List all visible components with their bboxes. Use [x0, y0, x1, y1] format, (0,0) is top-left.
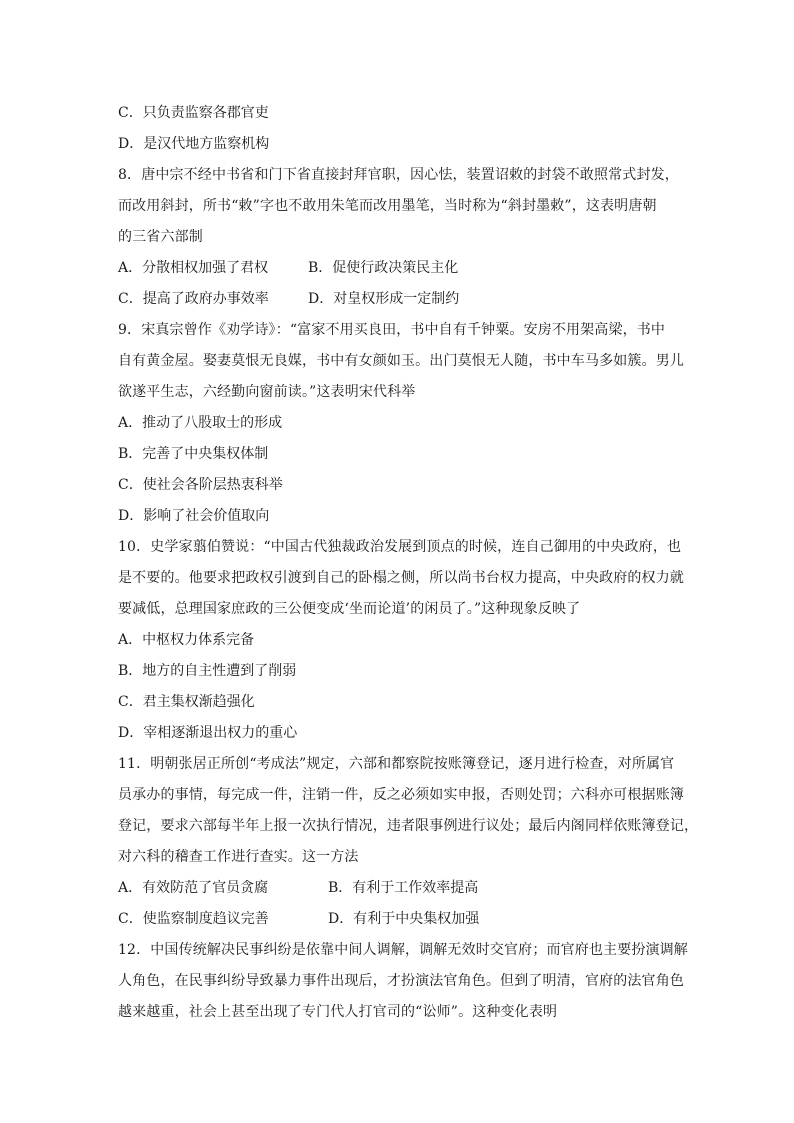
question-8-line-3: 的三省六部制 [118, 229, 203, 245]
q9-option-a: A．推动了八股取士的形成 [118, 415, 283, 431]
question-11-line-3: 登记，要求六部每半年上报一次执行情况，违者限事例进行议处；最后内阁同样依账簿登记， [118, 818, 699, 834]
question-9 [118, 315, 684, 532]
question-8-line-1: 8．唐中宗不经中书省和门下省直接封拜官职，因心怯，装置诏敕的封袋不敢照常式封发， [118, 167, 679, 183]
question-12 [118, 935, 688, 1028]
question-12-line-3: 越来越重，社会上甚至出现了专门代人打官司的“讼师”。这种变化表明 [118, 1004, 558, 1020]
question-12-line-1: 12．中国传统解决民事纠纷是依靠中间人调解，调解无效时交官府；而官府也主要扮演调解 [118, 942, 688, 958]
question-8-options-row-2 [118, 284, 680, 315]
question-8 [118, 160, 680, 315]
question-10-line-3: 要减低，总理国家庶政的三公便变成‘坐而论道’的闲员了。”这种现象反映了 [118, 601, 581, 617]
question-11-options-row-2 [118, 904, 680, 935]
q10-option-b: B．地方的自主性遭到了削弱 [118, 663, 297, 679]
q7-option-c: C．只负责监察各郡官吏 [118, 105, 269, 121]
question-10 [118, 532, 684, 749]
q10-option-c: C．君主集权渐趋强化 [118, 694, 255, 710]
question-8-line-2: 而改用斜封，所书“敕”字也不敢用朱笔而改用墨笔，当时称为“斜封墨敕”，这表明唐朝 [118, 198, 657, 214]
exam-page [118, 98, 699, 1028]
q10-option-d: D．宰相逐渐退出权力的重心 [118, 725, 298, 741]
q11-option-a: A．有效防范了官员贪腐 [118, 880, 269, 896]
q9-option-c: C．使社会各阶层热衷科举 [118, 477, 283, 493]
q11-option-b: B．有利于工作效率提高 [328, 880, 479, 896]
question-10-line-1: 10．史学家翦伯赞说：“中国古代独裁政治发展到顶点的时候，连自己御用的中央政府，也 [118, 539, 682, 555]
q8-option-b: B．促使行政决策民主化 [308, 260, 459, 276]
q7-option-d: D．是汉代地方监察机构 [118, 136, 270, 152]
question-11-line-1: 11．明朝张居正所创“考成法”规定，六部和都察院按账簿登记，逐月进行检查，对所属官 [118, 756, 675, 772]
question-11-line-4: 对六科的稽查工作进行查实。这一方法 [118, 849, 359, 865]
q10-option-a: A．中枢权力体系完备 [118, 632, 255, 648]
question-11 [118, 749, 699, 935]
question-9-line-2: 自有黄金屋。娶妻莫恨无良媒，书中有女颜如玉。出门莫恨无人随，书中车马多如簇。男儿 [118, 353, 684, 369]
q11-option-d: D．有利于中央集权加强 [328, 911, 480, 927]
question-11-line-2: 员承办的事情，每完成一件，注销一件，反之必须如实申报，否则处罚；六科亦可根据账簿 [118, 787, 684, 803]
q9-option-d: D．影响了社会价值取向 [118, 508, 270, 524]
question-9-line-1: 9．宋真宗曾作《劝学诗》：“富家不用买良田，书中自有千钟粟。安房不用架高梁，书中 [118, 322, 666, 338]
question-10-line-2: 是不要的。他要求把政权引渡到自己的卧榻之侧，所以尚书台权力提高，中央政府的权力就 [118, 570, 684, 586]
q9-option-b: B．完善了中央集权体制 [118, 446, 269, 462]
q8-option-a: A．分散相权加强了君权 [118, 260, 269, 276]
question-12-line-2: 人角色，在民事纠纷导致暴力事件出现后，才扮演法官角色。但到了明清，官府的法官角色 [118, 973, 684, 989]
question-9-line-3: 欲遂平生志，六经勤向窗前读。”这表明宋代科举 [118, 384, 416, 400]
question-8-options-row-1 [118, 253, 680, 284]
question-11-options-row-1 [118, 873, 680, 904]
q8-option-c: C．提高了政府办事效率 [118, 291, 269, 307]
q8-option-d: D．对皇权形成一定制约 [308, 291, 460, 307]
q11-option-c: C．使监察制度趋议完善 [118, 911, 269, 927]
